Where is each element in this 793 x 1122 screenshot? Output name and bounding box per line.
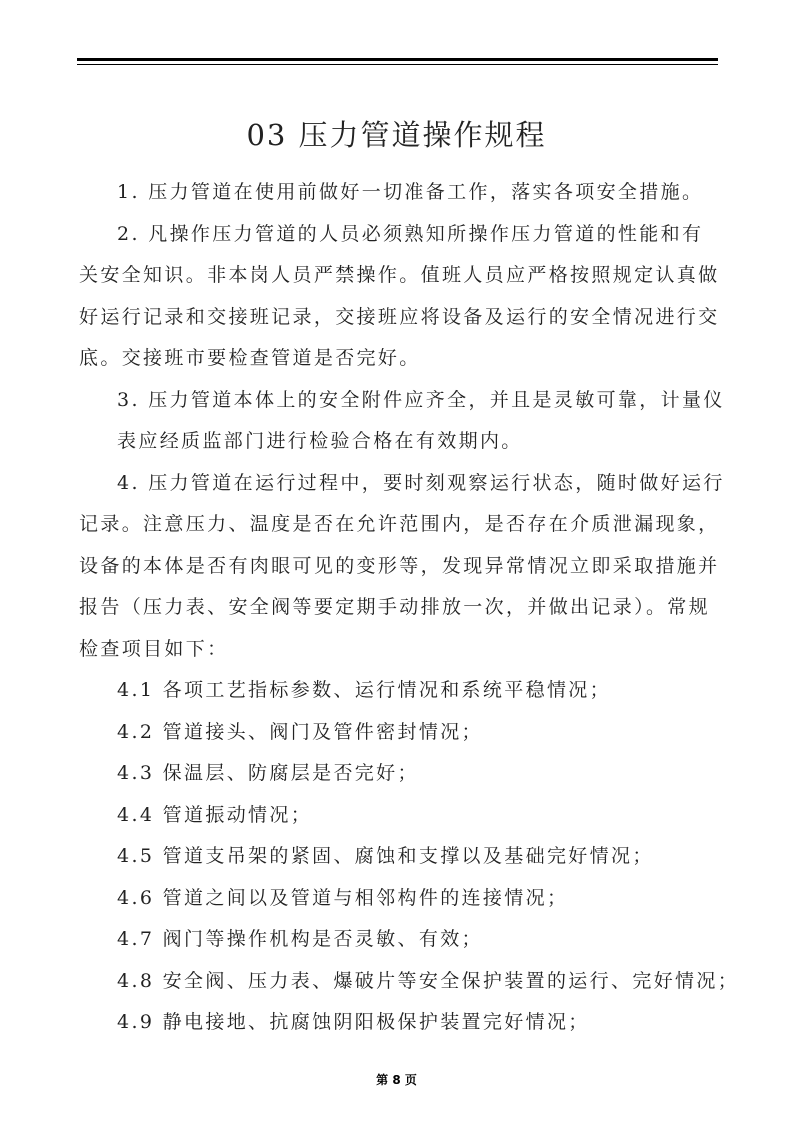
page-title: 03 压力管道操作规程 bbox=[246, 118, 547, 152]
paragraph-line: 底。交接班市要检查管道是否完好。 bbox=[79, 347, 421, 369]
paragraph-line: 1. 压力管道在使用前做好一切准备工作，落实各项安全措施。 bbox=[117, 181, 704, 203]
list-item: 4.7 阀门等操作机构是否灵敏、有效； bbox=[117, 928, 483, 950]
paragraph-line: 记录。注意压力、温度是否在允许范围内，是否存在介质泄漏现象， bbox=[79, 513, 720, 535]
header-rule-thin bbox=[77, 64, 718, 65]
list-item: 4.1 各项工艺指标参数、运行情况和系统平稳情况； bbox=[117, 679, 612, 701]
paragraph-line: 设备的本体是否有肉眼可见的变形等，发现异常情况立即采取措施并 bbox=[79, 554, 720, 577]
document-body bbox=[79, 172, 740, 1044]
paragraph-line: 3. 压力管道本体上的安全附件应齐全，并且是灵敏可靠，计量仪 bbox=[117, 388, 725, 411]
paragraph-line: 2. 凡操作压力管道的人员必须熟知所操作压力管道的性能和有 bbox=[117, 222, 704, 245]
paragraph-line: 表应经质监部门进行检验合格在有效期内。 bbox=[117, 430, 523, 452]
list-item: 4.2 管道接头、阀门及管件密封情况； bbox=[117, 720, 483, 743]
list-item: 4.6 管道之间以及管道与相邻构件的连接情况； bbox=[117, 886, 569, 909]
paragraph-line: 好运行记录和交接班记录，交接班应将设备及运行的安全情况进行交 bbox=[79, 305, 720, 328]
list-item: 4.4 管道振动情况； bbox=[117, 803, 313, 826]
paragraph-line: 检查项目如下： bbox=[79, 637, 229, 660]
list-item: 4.9 静电接地、抗腐蚀阴阳极保护装置完好情况； bbox=[117, 1011, 590, 1033]
list-item: 4.5 管道支吊架的紧固、腐蚀和支撑以及基础完好情况； bbox=[117, 845, 654, 867]
paragraph-line: 报告（压力表、安全阀等要定期手动排放一次，并做出记录）。常规 bbox=[79, 596, 711, 618]
paragraph-line: 关安全知识。非本岗人员严禁操作。值班人员应严格按照规定认真做 bbox=[79, 264, 720, 286]
list-item: 4.8 安全阀、压力表、爆破片等安全保护装置的运行、完好情况； bbox=[117, 969, 740, 992]
header-rule-thick bbox=[77, 58, 718, 61]
paragraph-line: 4. 压力管道在运行过程中，要时刻观察运行状态，随时做好运行 bbox=[117, 471, 725, 494]
list-item: 4.3 保温层、防腐层是否完好； bbox=[117, 762, 419, 784]
page-number: 第 8 页 bbox=[376, 1073, 417, 1087]
